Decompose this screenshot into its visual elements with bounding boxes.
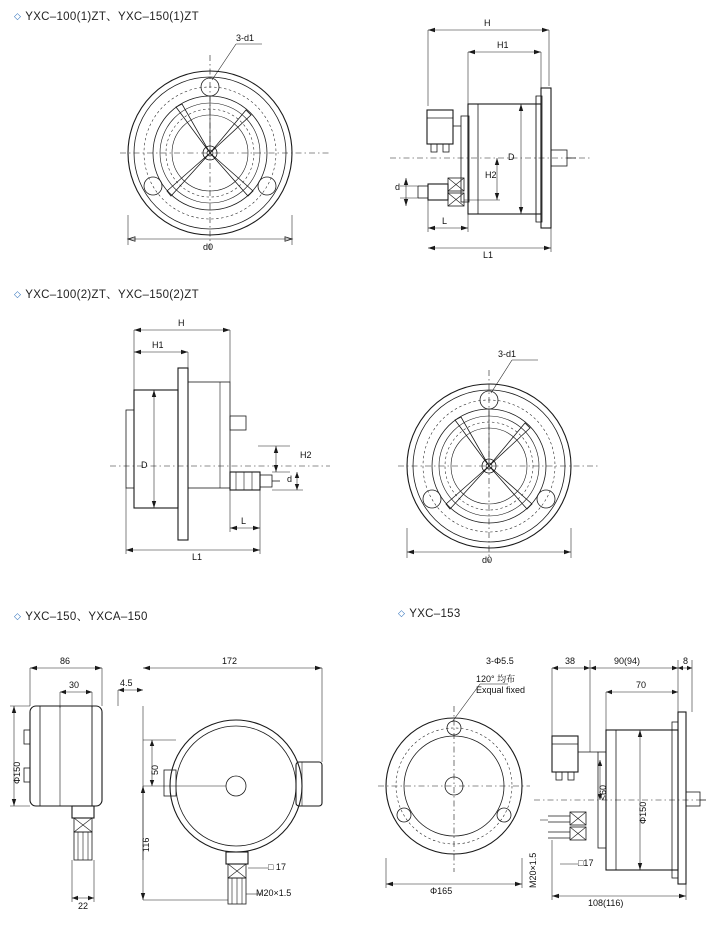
fig3-86-label: 86 <box>60 656 71 666</box>
fig4-total-label: 108(116) <box>588 898 624 908</box>
fig2-H2-label: H2 <box>300 450 312 460</box>
fig1-L1-label: L1 <box>483 250 494 260</box>
fig3-45-label: 4.5 <box>120 678 133 688</box>
fig4-thread-label: M20×1.5 <box>528 852 538 888</box>
fig4-square17-label: □17 <box>578 858 594 868</box>
fig1-H2-label: H2 <box>485 170 497 180</box>
fig3-square17-label: □ 17 <box>268 862 286 872</box>
diamond-icon: ◇ <box>14 611 22 621</box>
fig4-38-label: 38 <box>565 656 576 666</box>
fig1-holes-label: 3-d1 <box>236 33 255 43</box>
fig2-d0-label: d0 <box>482 555 493 565</box>
fig3-50-label: 50 <box>150 764 160 775</box>
fig3-116-label: 116 <box>141 837 151 852</box>
section-title-1-text: YXC–100(1)ZT、YXC–150(1)ZT <box>25 11 199 23</box>
section-title-4-text: YXC–153 <box>409 608 461 620</box>
diamond-icon: ◇ <box>398 608 406 618</box>
diamond-icon: ◇ <box>14 11 22 21</box>
fig3-172-label: 172 <box>222 656 238 666</box>
fig2-d-label: d <box>287 474 293 484</box>
fig3-22-label: 22 <box>78 901 89 911</box>
section-title-3-text: YXC–150、YXCA–150 <box>25 611 148 623</box>
fig4-90-label: 90(94) <box>614 656 641 666</box>
fig2-L1-label: L1 <box>192 552 203 562</box>
fig4-note-cn: 120° 均布 <box>476 674 516 684</box>
fig4-phi165-label: Φ165 <box>430 886 453 896</box>
diamond-icon: ◇ <box>14 289 22 299</box>
fig3-30-label: 30 <box>69 680 80 690</box>
section-title-2-text: YXC–100(2)ZT、YXC–150(2)ZT <box>25 289 199 301</box>
fig4-holes-label: 3-Φ5.5 <box>486 656 514 666</box>
fig4-8-label: 8 <box>683 656 689 666</box>
fig2-H-label: H <box>178 318 185 328</box>
fig2-H1-label: H1 <box>152 340 164 350</box>
fig3-phi150-label: Φ150 <box>12 761 22 784</box>
fig2-D-label: D <box>141 460 148 470</box>
fig1-H1-label: H1 <box>497 40 509 50</box>
fig2-L-label: L <box>241 516 247 526</box>
fig1-D-label: D <box>508 152 515 162</box>
fig4-note-en: Exqual fixed <box>476 685 526 695</box>
fig1-L-label: L <box>442 216 448 226</box>
fig2-holes-label: 3-d1 <box>498 349 517 359</box>
fig1-d0-label: d0 <box>203 242 214 252</box>
fig1-H-label: H <box>484 18 491 28</box>
fig4-phi150-label: Φ150 <box>638 801 648 824</box>
fig3-thread-label: M20×1.5 <box>256 888 292 898</box>
fig4-h60-label: ≤60 <box>598 785 608 800</box>
fig4-70-label: 70 <box>636 680 647 690</box>
fig1-d-label: d <box>395 182 401 192</box>
